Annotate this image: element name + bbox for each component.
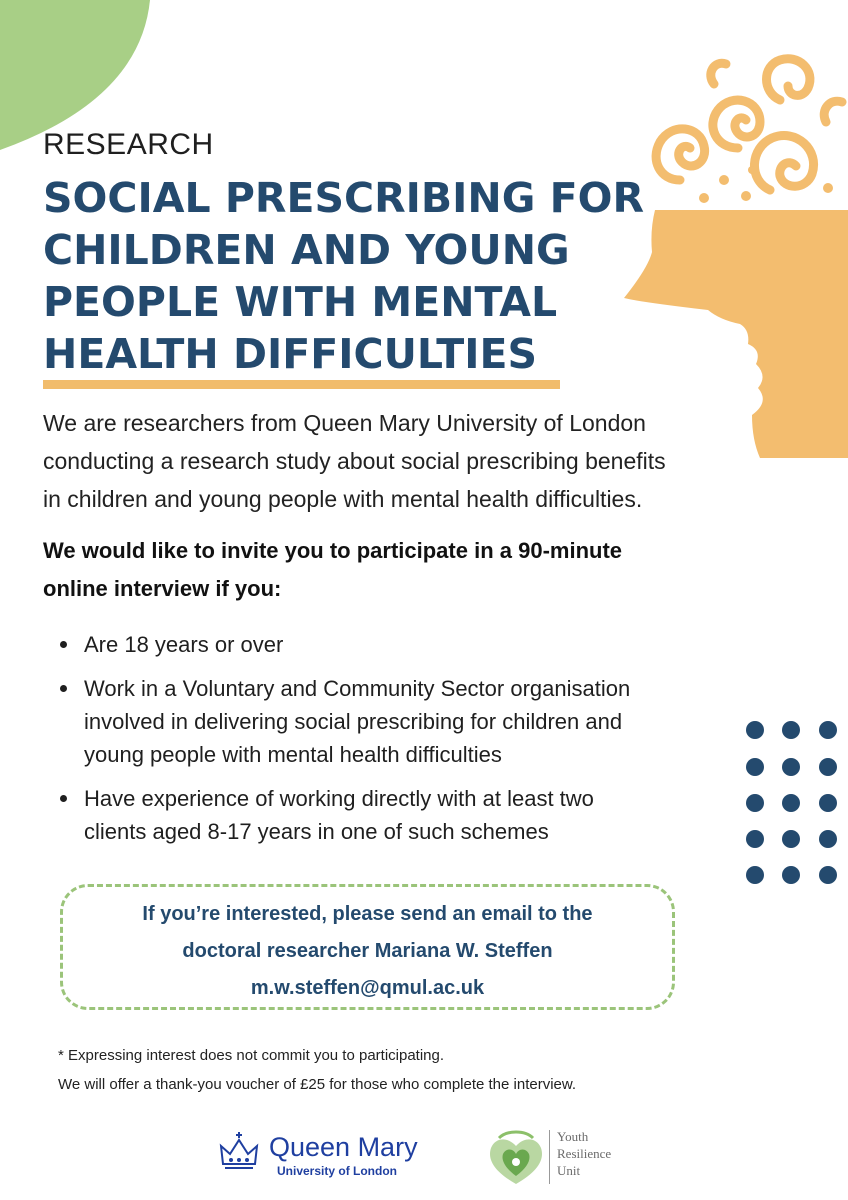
- bullet-icon: [60, 685, 67, 692]
- logo-divider: [549, 1130, 550, 1184]
- intro-paragraph: [43, 404, 743, 518]
- cta-line: If you’re interested, please send an email to the: [142, 903, 593, 925]
- disclaimer-note: * Expressing interest does not commit you to participating.: [58, 1047, 445, 1064]
- cta-line: doctoral researcher Mariana W. Steffen: [182, 940, 553, 962]
- invite-line: online interview if you:: [43, 576, 282, 601]
- crown-icon: [217, 1130, 261, 1174]
- title-line: HEALTH DIFFICULTIES: [43, 330, 537, 378]
- eligibility-list: [60, 628, 720, 859]
- contact-email-link[interactable]: m.w.steffen@qmul.ac.uk: [250, 977, 485, 999]
- yru-line: Youth: [557, 1129, 589, 1144]
- contact-callout: [60, 884, 675, 1010]
- list-item: [60, 782, 720, 848]
- list-item-line: Have experience of working directly with at least two: [84, 786, 594, 811]
- bullet-icon: [60, 641, 67, 648]
- queen-mary-logo: [217, 1128, 427, 1180]
- intro-line: in children and young people with mental health difficulties.: [43, 486, 643, 512]
- invitation-paragraph: [43, 532, 743, 608]
- yru-line: Unit: [557, 1163, 581, 1178]
- list-item: [60, 628, 720, 661]
- intro-line: We are researchers from Queen Mary University of London: [43, 410, 646, 436]
- list-item-line: Are 18 years or over: [84, 632, 284, 657]
- dot-grid-decoration: [745, 720, 840, 890]
- heart-leaf-icon: [485, 1128, 547, 1188]
- yru-logo-text: [557, 1128, 611, 1179]
- list-item-line: clients aged 8-17 years in one of such schemes: [84, 819, 549, 844]
- invite-line: We would like to invite you to participate in a 90-minute: [43, 538, 623, 563]
- youth-resilience-unit-logo: [485, 1128, 645, 1188]
- title-line: CHILDREN AND YOUNG: [43, 226, 570, 274]
- bullet-icon: [60, 795, 67, 802]
- qm-logo-name: Queen Mary: [269, 1132, 418, 1162]
- voucher-note: We will offer a thank-you voucher of £25 for those who complete the interview.: [58, 1076, 577, 1093]
- title-line: SOCIAL PRESCRIBING FOR: [43, 174, 645, 222]
- title-underline: [43, 380, 560, 389]
- list-item-line: young people with mental health difficulties: [84, 742, 502, 767]
- list-item-line: involved in delivering social prescribing for children and: [84, 709, 623, 734]
- title-line: PEOPLE WITH MENTAL: [43, 278, 558, 326]
- kicker-label: RESEARCH: [43, 128, 214, 161]
- list-item-line: Work in a Voluntary and Community Sector organisation: [84, 676, 631, 701]
- list-item: [60, 672, 720, 771]
- intro-line: conducting a research study about social prescribing benefits: [43, 448, 666, 474]
- page-title: [43, 172, 663, 380]
- yru-line: Resilience: [557, 1146, 612, 1161]
- qm-logo-subtitle: University of London: [277, 1164, 397, 1178]
